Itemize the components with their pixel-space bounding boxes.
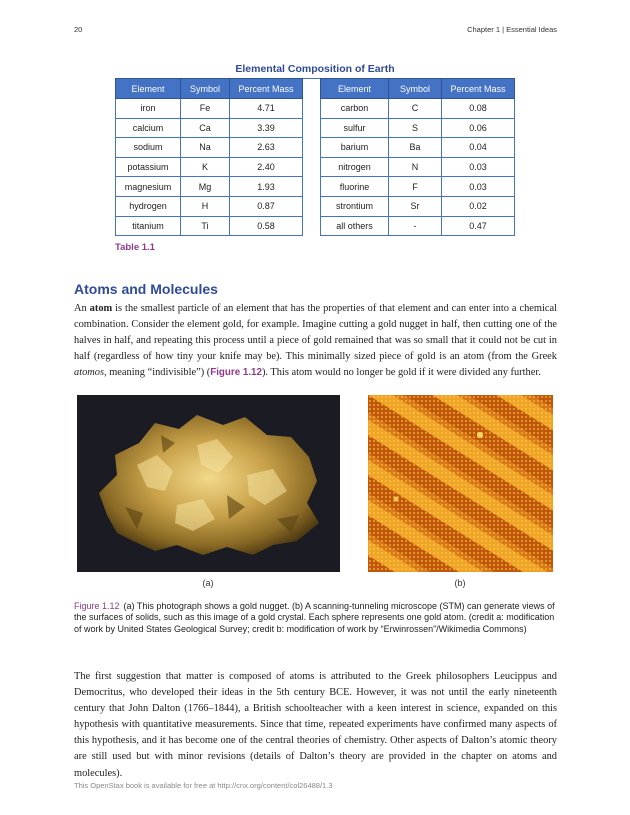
text-run: An — [74, 303, 90, 314]
header-symbol: Symbol — [389, 79, 442, 99]
cell-symbol: - — [389, 216, 442, 236]
chapter-header: Chapter 1 | Essential Ideas — [467, 25, 557, 34]
table-row — [116, 216, 515, 236]
greek-word: atomos — [74, 367, 105, 379]
cell-percent-mass: 4.71 — [230, 99, 303, 119]
composition-table — [115, 78, 515, 236]
figure-caption-text: (a) This photograph shows a gold nugget. (b) A scanning-tunneling microscope (STM) can generate views of the surfaces of solids, such as this image of a gold crystal. Each sphere represents one gold atom. (credit a: modification of work by United States Geological Survey; credit b: modification of work by “Erwinrossen”/Wikimedia Commons) — [74, 601, 555, 634]
table-gap — [303, 138, 321, 158]
cell-element: magnesium — [116, 177, 181, 197]
table-gap — [303, 99, 321, 119]
table-gap — [303, 196, 321, 216]
gold-nugget-photo — [77, 395, 340, 572]
term-atom: atom — [89, 303, 113, 314]
table-caption: Table 1.1 — [115, 242, 155, 253]
cell-element: hydrogen — [116, 196, 181, 216]
text-run: ). This atom would no longer be gold if it were divided any further. — [261, 367, 541, 379]
cell-symbol: Na — [181, 138, 230, 158]
cell-element: calcium — [116, 118, 181, 138]
figure-link[interactable]: Figure 1.12 — [210, 367, 262, 379]
cell-element: barium — [321, 138, 389, 158]
cell-element: all others — [321, 216, 389, 236]
cell-element: strontium — [321, 196, 389, 216]
cell-percent-mass: 0.03 — [442, 177, 515, 197]
cell-symbol: H — [181, 196, 230, 216]
table-row — [116, 157, 515, 177]
cell-element: sulfur — [321, 118, 389, 138]
table-row — [116, 196, 515, 216]
table-gap — [303, 177, 321, 197]
table-header-row — [116, 79, 515, 99]
subfigure-label-b: (b) — [454, 578, 466, 588]
figure-caption-label: Figure 1.12 — [74, 601, 120, 611]
cell-element: iron — [116, 99, 181, 119]
cell-symbol: Ba — [389, 138, 442, 158]
stm-gold-crystal-image — [368, 395, 553, 572]
cell-symbol: Ti — [181, 216, 230, 236]
table-row — [116, 177, 515, 197]
cell-percent-mass: 0.08 — [442, 99, 515, 119]
header-element: Element — [116, 79, 181, 99]
cell-element: fluorine — [321, 177, 389, 197]
cell-symbol: N — [389, 157, 442, 177]
cell-percent-mass: 0.02 — [442, 196, 515, 216]
header-percent-mass: Percent Mass — [442, 79, 515, 99]
cell-symbol: C — [389, 99, 442, 119]
paragraph-dalton: The first suggestion that matter is composed of atoms is attributed to the Greek philosophers Leucippus and Democritus, who developed their ideas in the 5th century BCE. However, it was not until the early nineteenth century that John Dalton (1766–1844), a British schoolteacher with a keen interest in science, expanded on this hypothesis with quantitative measurements. Since that time, repeated experiments have confirmed many aspects of this hypothesis, and it has become one of the central theories of chemistry. Other aspects of Dalton’s atomic theory are still used but with minor revisions (details of Dalton’s theory are provided in the chapter on atoms and molecules). — [74, 671, 557, 779]
table-row — [116, 99, 515, 119]
cell-element: carbon — [321, 99, 389, 119]
cell-percent-mass: 0.03 — [442, 157, 515, 177]
page-number: 20 — [74, 25, 83, 34]
cell-percent-mass: 0.06 — [442, 118, 515, 138]
cell-symbol: Ca — [181, 118, 230, 138]
table-row — [116, 118, 515, 138]
text-run: is the smallest particle of an element that has the properties of that element and can enter into a chemical combination. Consider the element gold, for example. Imagine cutting a gold nugget in half, then cutting one of the halves in half, and repeating this process until a piece of gold remained that was so small that it could not be cut in half (regardless of how tiny your knife may be). This minimally sized piece of gold is an atom (from the Greek — [74, 303, 557, 363]
cell-symbol: F — [389, 177, 442, 197]
cell-symbol: S — [389, 118, 442, 138]
footer-note: This OpenStax book is available for free at http://cnx.org/content/col26488/1.3 — [74, 781, 333, 790]
table-row — [116, 138, 515, 158]
cell-symbol: Fe — [181, 99, 230, 119]
table-title: Elemental Composition of Earth — [235, 63, 395, 75]
cell-symbol: K — [181, 157, 230, 177]
cell-element: titanium — [116, 216, 181, 236]
cell-symbol: Sr — [389, 196, 442, 216]
cell-percent-mass: 3.39 — [230, 118, 303, 138]
section-heading: Atoms and Molecules — [74, 281, 218, 297]
cell-element: sodium — [116, 138, 181, 158]
cell-percent-mass: 2.40 — [230, 157, 303, 177]
cell-element: potassium — [116, 157, 181, 177]
cell-percent-mass: 0.87 — [230, 196, 303, 216]
cell-percent-mass: 0.58 — [230, 216, 303, 236]
figure-caption — [74, 601, 557, 635]
header-element: Element — [321, 79, 389, 99]
table-gap — [303, 79, 321, 99]
cell-symbol: Mg — [181, 177, 230, 197]
cell-element: nitrogen — [321, 157, 389, 177]
header-symbol: Symbol — [181, 79, 230, 99]
cell-percent-mass: 1.93 — [230, 177, 303, 197]
text-run: , meaning “indivisible”) ( — [104, 367, 211, 379]
cell-percent-mass: 0.04 — [442, 138, 515, 158]
table-gap — [303, 157, 321, 177]
paragraph-atom-definition — [74, 301, 557, 381]
cell-percent-mass: 2.63 — [230, 138, 303, 158]
cell-percent-mass: 0.47 — [442, 216, 515, 236]
header-percent-mass: Percent Mass — [230, 79, 303, 99]
table-gap — [303, 118, 321, 138]
subfigure-label-a: (a) — [202, 578, 214, 588]
table-gap — [303, 216, 321, 236]
